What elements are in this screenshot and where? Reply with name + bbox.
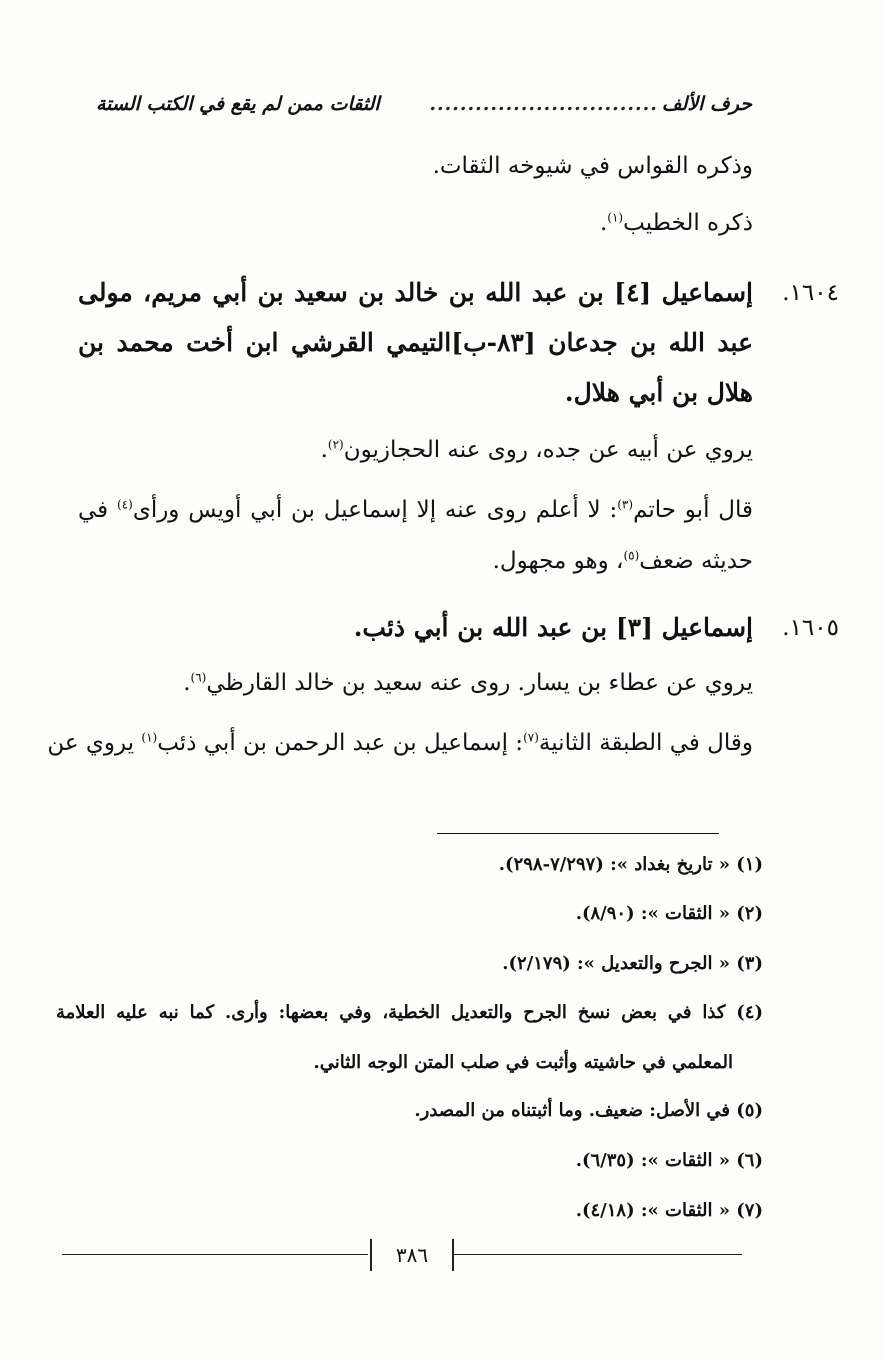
footnote-ref: (٣) bbox=[617, 497, 634, 512]
header-dots: .............................. bbox=[429, 93, 658, 115]
footnote-ref: (٦) bbox=[190, 670, 207, 685]
footnote-ref: (٥) bbox=[623, 548, 640, 563]
footnote-ref: (٢) bbox=[327, 437, 344, 452]
page-number: ٣٨٦ bbox=[370, 1239, 454, 1271]
entry-number: ١٦٠٤. bbox=[782, 280, 839, 306]
body-line: حديثه ضعف$^{(٥)}$، وهو مجهول. bbox=[492, 548, 753, 574]
chapter-title: حرف الألف bbox=[661, 93, 752, 115]
body-line: يروي عن أبيه عن جده، روى عنه الحجازيون$^{(٢)}$. bbox=[320, 437, 753, 463]
body-line: قال أبو حاتم$^{(٣)}$: لا أعلم روى عنه إلا إسماعيل بن أبي أويس ورأى$^{(٤)}$ في bbox=[78, 497, 753, 523]
footnote: (٥) في الأصل: ضعيف. وما أثبتناه من المصدر. bbox=[414, 1100, 763, 1121]
body-line: يروي عن عطاء بن يسار. روى عنه سعيد بن خالد القارظي$^{(٦)}$. bbox=[183, 670, 753, 696]
footer-rule-left bbox=[62, 1254, 368, 1255]
footnote-separator bbox=[437, 833, 719, 834]
footnote-ref: (٧) bbox=[523, 730, 539, 745]
footnote: (٢) « الثقات »: (٨/٩٠). bbox=[575, 903, 763, 924]
book-title: الثقات ممن لم يقع في الكتب الستة bbox=[96, 93, 380, 115]
body-line: وذكره القواس في شيوخه الثقات. bbox=[432, 153, 753, 179]
entry-heading: إسماعيل [٣] بن عبد الله بن أبي ذئب. bbox=[353, 613, 753, 642]
running-header bbox=[96, 84, 752, 124]
footnote: (٦) « الثقات »: (٦/٣٥). bbox=[575, 1150, 763, 1171]
footnote: (٣) « الجرح والتعديل »: (٢/١٧٩). bbox=[502, 953, 763, 974]
footnote-ref: (٤) bbox=[116, 497, 133, 512]
body-line: ذكره الخطيب$^{(١)}$. bbox=[599, 210, 753, 236]
entry-heading: إسماعيل [٤] بن عبد الله بن خالد بن سعيد بن أبي مريم، مولى عبد الله بن جدعان [٨٣-ب]التيمي القرشي ابن أخت محمد بن هلال بن أبي هلال. bbox=[78, 278, 754, 407]
entry-1604 bbox=[78, 268, 839, 418]
footnote: (١) « تاريخ بغداد »: (٧/٢٩٧-٢٩٨). bbox=[498, 854, 763, 875]
footnote: (٤) كذا في بعض نسخ الجرح والتعديل الخطية، وفي بعضها: وأرى. كما نبه عليه العلامة bbox=[56, 1002, 763, 1023]
entry-1605 bbox=[78, 603, 839, 653]
footnote: (٧) « الثقات »: (٤/١٨). bbox=[575, 1200, 763, 1221]
footnote-continuation: المعلمي في حاشيته وأثبت في صلب المتن الوجه الثاني. bbox=[313, 1052, 733, 1073]
body-line: وقال في الطبقة الثانية$^{(٧)}$: إسماعيل بن عبد الرحمن بن أبي ذئب$^{(١)}$ يروي عن bbox=[47, 730, 753, 756]
footnote-ref: (١) bbox=[607, 210, 624, 225]
entry-number: ١٦٠٥. bbox=[782, 615, 839, 641]
footer-rule-right bbox=[452, 1254, 742, 1255]
footnote-ref: (١) bbox=[141, 730, 158, 745]
